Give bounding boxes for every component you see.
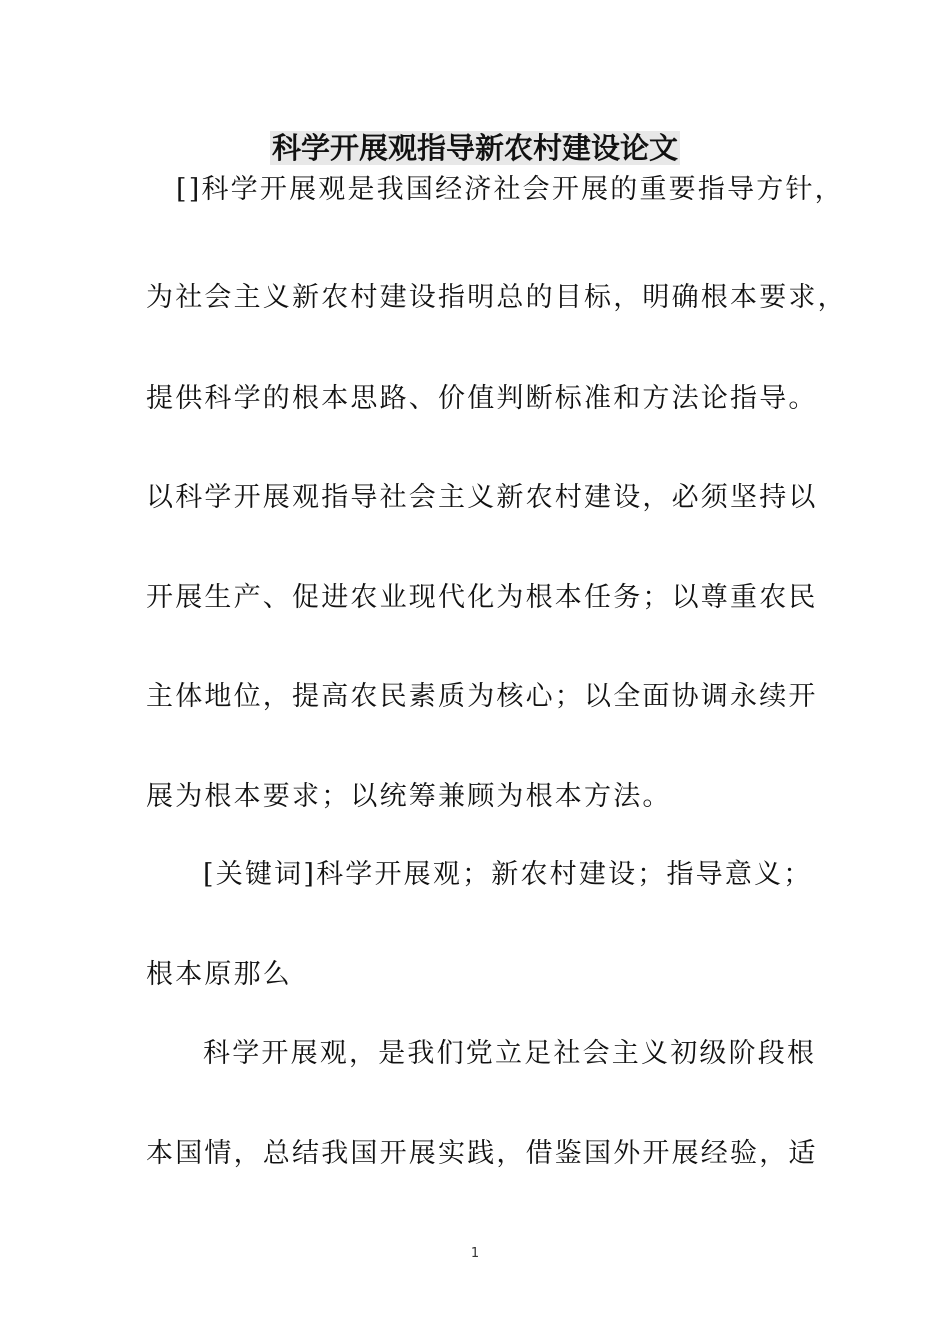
page-number: 1 (470, 1246, 480, 1261)
abstract-line-6: 主体地位，提高农民素质为核心；以全面协调永续开 (146, 681, 818, 712)
document-title (0, 126, 950, 170)
abstract-line-3: 提供科学的根本思路、价值判断标准和方法论指导。 (146, 383, 818, 414)
abstract-line-7: 展为根本要求；以统筹兼顾为根本方法。 (146, 781, 672, 812)
abstract-line-5: 开展生产、促进农业现代化为根本任务；以尊重农民 (146, 582, 818, 613)
body-line-2: 本国情，总结我国开展实践，借鉴国外开展经验，适 (146, 1138, 818, 1169)
abstract-line-4: 以科学开展观指导社会主义新农村建设，必须坚持以 (146, 482, 818, 513)
body-line-1: 科学开展观，是我们党立足社会主义初级阶段根 (203, 1038, 817, 1069)
keywords-line-2: 根本原那么 (146, 959, 292, 990)
abstract-line-2: 为社会主义新农村建设指明总的目标，明确根本要求， (146, 282, 847, 313)
document-title-text: 科学开展观指导新农村建设论文 (271, 131, 678, 165)
keywords-line-1: [关键词]科学开展观；新农村建设；指导意义； (203, 859, 813, 890)
abstract-line-1: []科学开展观是我国经济社会开展的重要指导方针， (176, 174, 844, 205)
